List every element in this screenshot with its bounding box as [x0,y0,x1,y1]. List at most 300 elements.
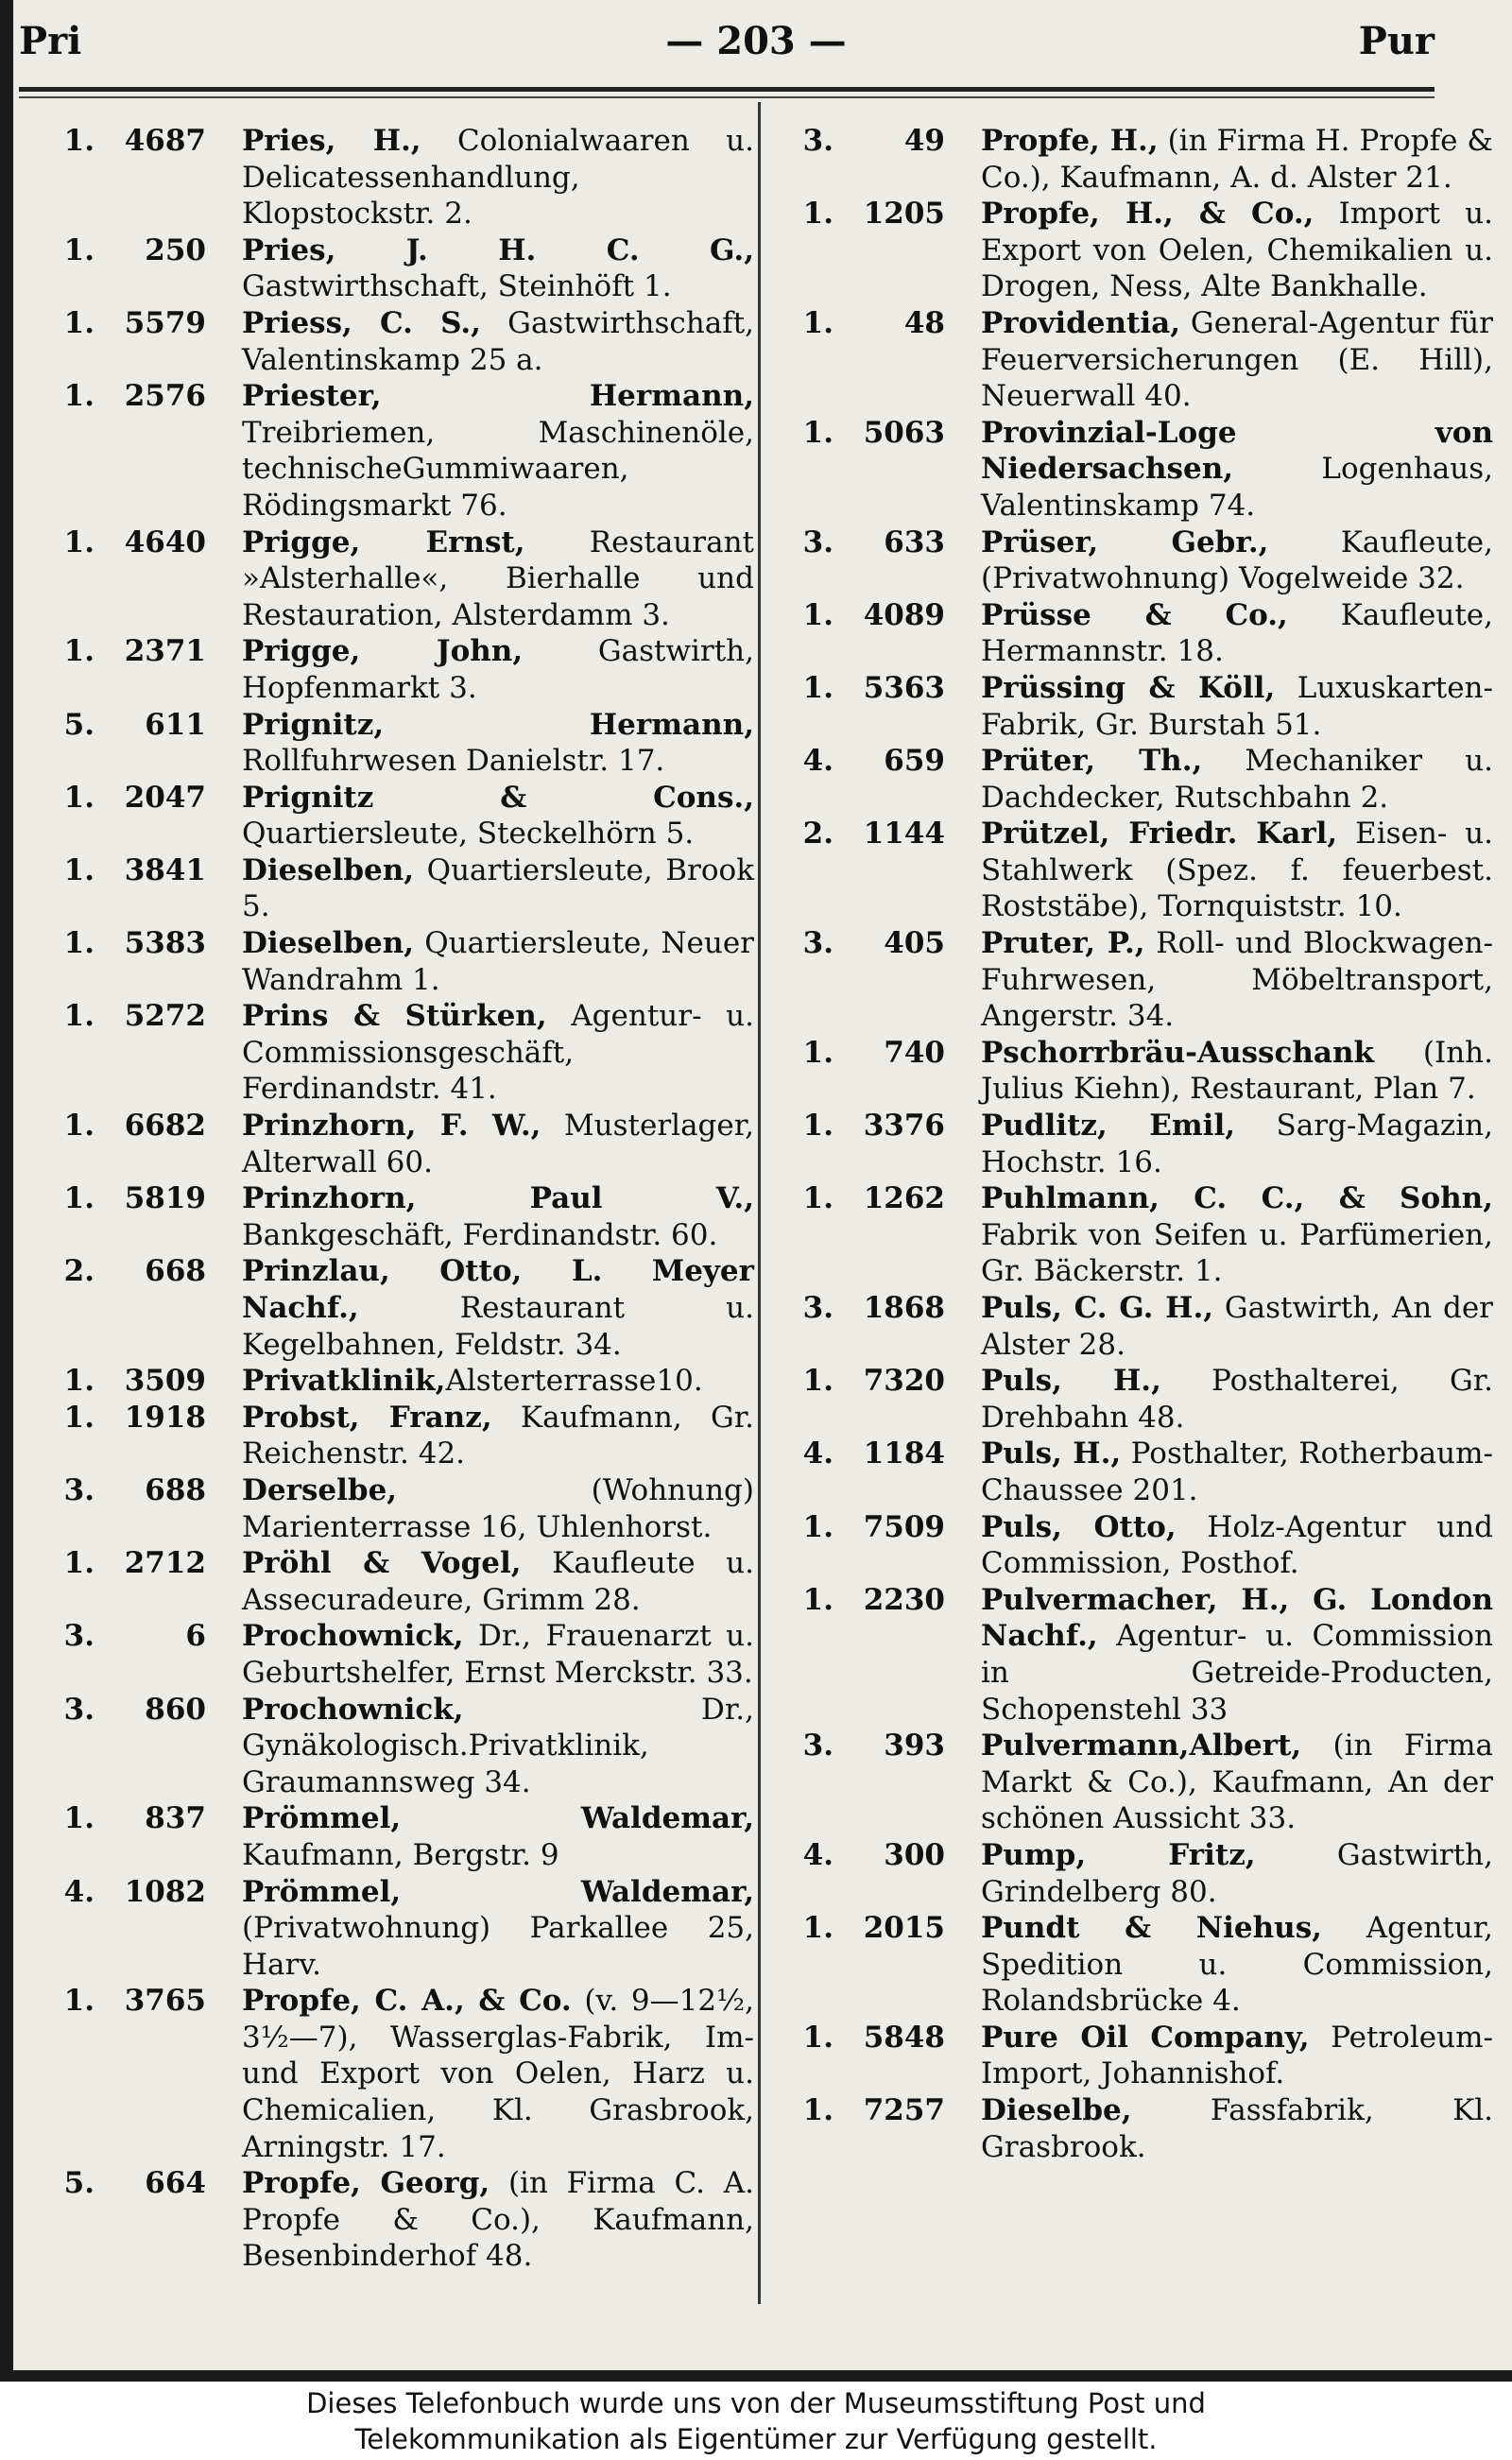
subscriber-name: Pröhl & Vogel, [242,1546,522,1581]
subscriber-name: Pudlitz, Emil, [981,1109,1236,1144]
entry-text [221,123,754,232]
exchange-district: 1. [802,670,833,705]
subscriber-name: Prömmel, Waldemar, [242,1874,754,1909]
subscriber-number: 4687 [124,124,206,158]
subscriber-details: Petroleum-Import, Johannishof. [981,2020,1493,2091]
directory-entry [36,1692,754,1801]
subscriber-name: Pundt & Niehus, [981,1911,1322,1946]
subscriber-details: Kaufleute u. Assecuradeure, Grimm 28. [242,1546,754,1617]
subscriber-number: 5272 [124,999,206,1034]
phone-number [36,305,221,378]
directory-entry [775,670,1493,743]
subscriber-name: Prützel, Friedr. Karl, [981,817,1338,852]
subscriber-name: Pschorrbräu-Ausschank [981,1035,1375,1070]
entry-text [960,1509,1493,1582]
entry-text [221,232,754,305]
subscriber-number: 2371 [124,634,206,669]
subscriber-details: Agentur- u. Commission in Getreide-Producten, Schopenstehl 33 [981,1619,1493,1727]
directory-entry [36,780,754,852]
phone-number [36,1108,221,1180]
subscriber-number: 2230 [863,1582,945,1617]
directory-entry [775,1180,1493,1290]
entry-text [960,1035,1493,1108]
subscriber-number: 5063 [863,415,945,450]
directory-entry [36,1180,754,1253]
phone-number [36,1253,221,1363]
subscriber-details: (Inh. Julius Kiehn), Restaurant, Plan 7. [981,1035,1493,1107]
exchange-district: 1. [802,1109,833,1144]
phone-number [775,2020,960,2092]
subscriber-name: Provinzial-Loge von Niedersachsen, [981,415,1493,487]
subscriber-name: Dieselben, [242,926,415,961]
subscriber-details: Rollfuhrwesen Danielstr. 17. [242,744,665,779]
exchange-district: 3. [802,124,833,158]
header-range-start: Pri [19,19,82,63]
subscriber-name: Puls, H., [981,1364,1161,1399]
entry-text [221,633,754,706]
exchange-district: 4. [802,1837,833,1872]
subscriber-details: Fassfabrik, Kl. Grasbrook. [981,2093,1493,2164]
phone-number [36,1545,221,1618]
subscriber-details: Dr., Gynäkologisch.Privatklinik, Graumannsweg 34. [242,1692,754,1799]
subscriber-details: Musterlager, Alterwall 60. [242,1109,755,1179]
subscriber-name: Propfe, H., & Co., [981,197,1314,232]
directory-entry [775,2020,1493,2092]
entry-text [221,1692,754,1801]
directory-entry [775,1582,1493,1728]
directory-entry [36,1545,754,1618]
subscriber-name: Prigge, John, [242,634,524,669]
phone-number [36,1618,221,1691]
subscriber-name: Prinzlau, Otto, L. Meyer Nachf., [242,1254,754,1325]
exchange-district: 1. [802,2093,833,2128]
exchange-district: 1. [63,1984,94,2019]
subscriber-number: 668 [145,1254,206,1289]
phone-number [36,1692,221,1801]
entry-text [221,1983,754,2165]
entry-text [960,1837,1493,1910]
subscriber-name: Prignitz, Hermann, [242,707,754,742]
subscriber-number: 2047 [124,780,206,815]
entry-text [221,780,754,852]
exchange-district: 1. [802,1181,833,1216]
subscriber-name: Pure Oil Company, [981,2020,1310,2055]
subscriber-number: 3841 [124,852,206,887]
column-divider [758,102,761,2304]
directory-entry [775,743,1493,816]
subscriber-details: Dr., Frauenarzt u. Geburtshelfer, Ernst Merckstr. 33. [242,1619,754,1690]
subscriber-number: 1082 [124,1874,206,1909]
subscriber-name: Prigge, Ernst, [242,525,525,559]
entry-text [221,925,754,998]
subscriber-details: Gastwirthschaft, Steinhöft 1. [242,269,672,304]
scan-border-left [0,0,13,2382]
subscriber-details: Gastwirth, Grindelberg 80. [981,1837,1493,1909]
phone-number [775,1363,960,1436]
entry-text [960,525,1493,597]
exchange-district: 1. [63,124,94,158]
subscriber-number: 2015 [863,1911,945,1946]
subscriber-number: 6 [185,1619,206,1654]
subscriber-details: Kaufmann, Bergstr. 9 [242,1837,559,1872]
subscriber-name: Pries, J. H. C. G., [242,232,754,267]
phone-number [36,525,221,634]
directory-entry [36,123,754,232]
subscriber-number: 7257 [863,2093,945,2128]
phone-number [775,305,960,415]
directory-entry [36,525,754,634]
phone-number [36,1983,221,2165]
directory-entry [775,1910,1493,2020]
phone-number [775,196,960,305]
subscriber-name: Prüsse & Co., [981,597,1288,632]
exchange-district: 4. [63,1874,94,1909]
subscriber-name: Providentia, [981,305,1181,340]
phone-number [775,816,960,925]
exchange-district: 2. [63,1254,94,1289]
subscriber-details: Colonialwaaren u. Delicatessenhandlung, Klopstockstr. 2. [242,124,754,232]
subscriber-details: Sarg-Magazin, Hochstr. 16. [981,1109,1493,1179]
subscriber-details: (Wohnung) Marienterrasse 16, Uhlenhorst. [242,1472,754,1544]
subscriber-number: 5819 [124,1181,206,1216]
phone-number [775,743,960,816]
exchange-district: 1. [802,415,833,450]
subscriber-number: 5579 [124,305,206,340]
subscriber-number: 837 [145,1801,206,1836]
subscriber-details: Posthalter, Rotherbaum-Chaussee 201. [981,1436,1493,1507]
subscriber-name: Prins & Stürken, [242,999,547,1034]
subscriber-number: 7509 [863,1509,945,1544]
directory-entry [36,2165,754,2275]
subscriber-name: Puhlmann, C. C., & Sohn, [981,1181,1493,1216]
subscriber-name: Puls, Otto, [981,1509,1177,1544]
phone-number [775,1035,960,1108]
exchange-district: 1. [802,1364,833,1399]
directory-entry [36,378,754,524]
exchange-district: 5. [63,2166,94,2201]
exchange-district: 1. [802,2020,833,2055]
subscriber-number: 48 [903,305,945,340]
directory-entry [36,1400,754,1472]
phone-number [775,1837,960,1910]
subscriber-number: 5383 [124,926,206,961]
phone-number [775,1910,960,2020]
subscriber-number: 7320 [863,1364,945,1399]
subscriber-details: Roll- und Blockwagen-Fuhrwesen, Möbeltransport, Angerstr. 34. [981,926,1494,1034]
subscriber-number: 1205 [863,197,945,232]
subscriber-number: 5848 [863,2020,945,2055]
entry-text [221,1545,754,1618]
entry-text [960,1910,1493,2020]
directory-entry [36,1618,754,1691]
directory-entry [775,1035,1493,1108]
subscriber-number: 6682 [124,1109,206,1144]
entry-text [221,1618,754,1691]
exchange-district: 1. [63,1400,94,1435]
directory-entry [775,123,1493,196]
entry-text [960,1363,1493,1436]
directory-entry [36,925,754,998]
exchange-district: 1. [802,1509,833,1544]
entry-text [221,1363,754,1400]
directory-entry [775,525,1493,597]
subscriber-name: Probst, Franz, [242,1400,492,1435]
exchange-district: 1. [63,926,94,961]
phone-number [775,1436,960,1508]
entry-text [960,816,1493,925]
directory-entry [775,2092,1493,2165]
phone-number [36,1472,221,1545]
exchange-district: 1. [63,1109,94,1144]
directory-entry [775,925,1493,1035]
entry-text [221,378,754,524]
subscriber-number: 5363 [863,670,945,705]
exchange-district: 5. [63,707,94,742]
exchange-district: 1. [63,1181,94,1216]
subscriber-name: Prinzhorn, Paul V., [242,1181,754,1216]
exchange-district: 1. [63,379,94,414]
subscriber-number: 633 [884,525,945,559]
right-column [775,123,1493,2165]
entry-text [960,196,1493,305]
subscriber-details: Eisen- u. Stahlwerk (Spez. f. feuerbest. Roststäbe), Tornquiststr. 10. [981,817,1493,924]
page-number: — 203 — [665,19,847,63]
subscriber-number: 4089 [863,597,945,632]
subscriber-number: 3376 [863,1109,945,1144]
subscriber-name: Pulvermann,Albert, [981,1729,1302,1763]
subscriber-name: Dieselben, [242,852,415,887]
subscriber-number: 611 [145,707,206,742]
subscriber-name: Prömmel, Waldemar, [242,1801,754,1836]
subscriber-details: Quartiersleute, Brook 5. [242,852,754,924]
exchange-district: 3. [802,525,833,559]
subscriber-number: 860 [145,1692,206,1727]
subscriber-details: Holz-Agentur und Commission, Posthof. [981,1509,1493,1581]
exchange-district: 3. [63,1692,94,1727]
entry-text [221,1180,754,1253]
subscriber-number: 300 [884,1837,945,1872]
subscriber-details: Agentur, Spedition u. Commission, Rolandsbrücke 4. [981,1911,1493,2019]
subscriber-name: Pump, Fritz, [981,1837,1256,1872]
entry-text [960,1180,1493,1290]
entry-text [960,2020,1493,2092]
exchange-district: 1. [802,1911,833,1946]
exchange-district: 4. [802,744,833,779]
subscriber-number: 3765 [124,1984,206,2019]
phone-number [36,1180,221,1253]
subscriber-details: Gastwirth, Hopfenmarkt 3. [242,634,754,705]
phone-number [36,232,221,305]
directory-entry [36,1472,754,1545]
directory-entry [775,816,1493,925]
subscriber-details: Restaurant »Alsterhalle«, Bierhalle und Restauration, Alsterdamm 3. [242,525,754,632]
entry-text [221,998,754,1108]
directory-entry [775,1290,1493,1363]
entry-text [221,1400,754,1472]
subscriber-name: Propfe, C. A., & Co. [242,1984,572,2019]
scan-border-bottom [0,2370,1512,2382]
entry-text [221,2165,754,2275]
subscriber-details: Gastwirth, An der Alster 28. [981,1291,1493,1362]
phone-number [36,2165,221,2275]
directory-entry [775,196,1493,305]
subscriber-number: 250 [145,232,206,267]
subscriber-details: Restaurant u. Kegelbahnen, Feldstr. 34. [242,1291,754,1362]
subscriber-details: Quartiersleute, Neuer Wandrahm 1. [242,926,754,997]
exchange-district: 1. [63,852,94,887]
entry-text [221,852,754,925]
subscriber-number: 659 [884,744,945,779]
phone-number [36,852,221,925]
subscriber-number: 405 [884,926,945,961]
subscriber-name: Derselbe, [242,1472,398,1507]
subscriber-name: Puls, H., [981,1436,1122,1471]
subscriber-name: Prochownick, [242,1692,464,1727]
subscriber-details: (v. 9—12½, 3½—7), Wasserglas-Fabrik, Im- und Export von Oelen, Harz u. Chemicalien, Kl. Grasbrook, Arningstr. 17. [242,1984,754,2164]
directory-entry [36,707,754,780]
directory-entry [36,1363,754,1400]
entry-text [960,305,1493,415]
directory-entry [775,415,1493,525]
subscriber-number: 393 [884,1729,945,1763]
subscriber-number: 3509 [124,1364,206,1399]
exchange-district: 1. [802,1035,833,1070]
phone-number [36,633,221,706]
subscriber-details: Fabrik von Seifen u. Parfümerien, Gr. Bäckerstr. 1. [981,1217,1493,1289]
left-column [36,123,754,2275]
subscriber-number: 2712 [124,1546,206,1581]
directory-entry [775,305,1493,415]
subscriber-details: Alsterterrasse10. [445,1364,703,1399]
phone-number [775,925,960,1035]
subscriber-number: 740 [884,1035,945,1070]
phone-number [775,2092,960,2165]
entry-text [221,1800,754,1873]
subscriber-details: General-Agentur für Feuerversicherungen (E. Hill), Neuerwall 40. [981,305,1493,414]
subscriber-name: Prüter, Th., [981,744,1203,779]
phone-number [36,707,221,780]
subscriber-number: 664 [145,2166,206,2201]
exchange-district: 1. [63,232,94,267]
footer-line-2: Telekommunikation als Eigentümer zur Verfügung gestellt. [354,2423,1158,2455]
phone-number [36,780,221,852]
phone-number [36,998,221,1108]
directory-entry [775,1436,1493,1508]
entry-text [221,1108,754,1180]
exchange-district: 1. [802,197,833,232]
entry-text [960,415,1493,525]
subscriber-name: Prignitz & Cons., [242,780,754,815]
phone-number [36,1363,221,1400]
entry-text [221,305,754,378]
directory-entry [775,1363,1493,1436]
entry-text [221,525,754,634]
phone-number [775,1290,960,1363]
subscriber-name: Prüssing & Köll, [981,670,1276,705]
subscriber-number: 1144 [863,817,945,852]
footer-note [0,2385,1512,2457]
entry-text [960,743,1493,816]
entry-text [960,1436,1493,1508]
subscriber-details: Treibriemen, Maschinenöle, technischeGummiwaaren, Rödingsmarkt 76. [242,415,754,523]
subscriber-name: Pruter, P., [981,926,1145,961]
directory-entry [36,1108,754,1180]
phone-number [36,378,221,524]
subscriber-details: (in Firma H. Propfe & Co.), Kaufmann, A. d. Alster 21. [981,124,1493,195]
subscriber-details: Bankgeschäft, Ferdinandstr. 60. [242,1217,718,1252]
exchange-district: 2. [802,817,833,852]
directory-entry [775,597,1493,670]
exchange-district: 3. [802,1729,833,1763]
phone-number [775,1108,960,1180]
exchange-district: 3. [802,926,833,961]
exchange-district: 1. [63,305,94,340]
subscriber-number: 1262 [863,1181,945,1216]
phone-number [36,1800,221,1873]
phone-number [775,415,960,525]
subscriber-name: Prochownick, [242,1619,464,1654]
subscriber-name: Propfe, Georg, [242,2166,490,2201]
subscriber-details: (in Firma Markt & Co.), Kaufmann, An der schönen Aussicht 33. [981,1729,1493,1836]
subscriber-details: Agentur- u. Commissionsgeschäft, Ferdinandstr. 41. [242,999,754,1107]
directory-entry [36,305,754,378]
directory-entry [36,998,754,1108]
subscriber-details: Luxuskarten-Fabrik, Gr. Burstah 51. [981,670,1493,742]
exchange-district: 1. [63,780,94,815]
phone-number [36,123,221,232]
subscriber-name: Puls, C. G. H., [981,1291,1214,1325]
directory-entry [775,1108,1493,1180]
entry-text [960,123,1493,196]
subscriber-details: Kaufmann, Gr. Reichenstr. 42. [242,1400,755,1471]
footer-line-1: Dieses Telefonbuch wurde uns von der Museumsstiftung Post und [306,2387,1206,2419]
phone-number [775,670,960,743]
phone-number [775,1728,960,1837]
exchange-district: 1. [63,1801,94,1836]
entry-text [221,707,754,780]
phone-number [775,525,960,597]
directory-entry [36,232,754,305]
subscriber-name: Pulvermacher, H., G. London Nachf., [981,1582,1493,1654]
subscriber-details: Gastwirthschaft, Valentinskamp 25 a. [242,305,754,377]
subscriber-name: Prüser, Gebr., [981,525,1269,559]
exchange-district: 1. [802,1582,833,1617]
subscriber-details: Mechaniker u. Dachdecker, Rutschbahn 2. [981,744,1493,815]
subscriber-details: Posthalterei, Gr. Drehbahn 48. [981,1364,1493,1435]
entry-text [960,1582,1493,1728]
exchange-district: 1. [802,305,833,340]
directory-entry [775,1509,1493,1582]
entry-text [221,1253,754,1363]
subscriber-name: Propfe, H., [981,124,1159,158]
exchange-district: 1. [63,634,94,669]
subscriber-details: Kaufleute, Hermannstr. 18. [981,597,1494,669]
phone-number [36,925,221,998]
exchange-district: 1. [63,1364,94,1399]
subscriber-name: Privatklinik, [242,1364,446,1399]
subscriber-name: Dieselbe, [981,2093,1132,2128]
directory-entry [36,1800,754,1873]
directory-entry [36,852,754,925]
directory-entry [36,1983,754,2165]
phone-number [775,123,960,196]
subscriber-name: Prinzhorn, F. W., [242,1109,541,1144]
exchange-district: 1. [63,525,94,559]
phone-number [36,1874,221,1984]
subscriber-number: 1184 [863,1436,945,1471]
directory-entry [775,1728,1493,1837]
exchange-district: 3. [63,1619,94,1654]
